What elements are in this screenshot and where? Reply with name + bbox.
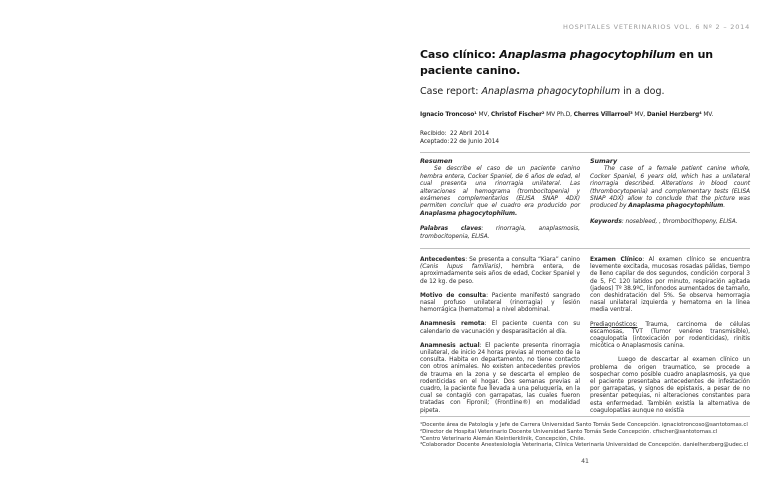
antecedentes-label: Antecedentes — [420, 257, 466, 263]
accepted-date-row — [420, 139, 499, 147]
abstract-es-body — [420, 166, 580, 218]
author-name: Christof Fischer² — [490, 112, 545, 118]
footnote: ³Centro Veterinario Alemán Kleintierklinik, Concepción, Chile. — [420, 435, 586, 442]
prediagnosticos-label: Prediagnósticos: — [590, 321, 638, 328]
anamnesis-actual-label: Anamnesis actual — [420, 342, 480, 349]
received-date-row — [420, 131, 499, 139]
antecedentes-text: : Se presenta a consulta “Kiara” canino — [465, 257, 580, 263]
section-discusion — [590, 357, 750, 415]
abstract-section — [420, 158, 750, 241]
section-motivo-consulta — [420, 293, 580, 315]
article-container — [420, 0, 750, 500]
footnote: ¹Docente área de Patología y Jefe de Carrera Universidad Santo Tomás Sede Concepción. ignaciotroncoso@santotomas.cl — [420, 422, 748, 428]
author-degree: MV. — [701, 112, 714, 118]
discusion-text: Luego de descartar al examen clínico un problema de origen traumatico, se procede a sospechar como posible cuadro anaplasmosis, ya que el paciente presentaba antecedentes de infestación por garrapatas, y signos de epistaxis, a pesar de no presentar petequias, ni alteraciones constantes para esta enfermedad. También existía la alternativa de coagulopatías aunque no existía — [590, 357, 750, 414]
divider-above-abstract — [420, 152, 750, 153]
author-footnotes — [420, 422, 750, 449]
received-value: 22 Abril 2014 — [450, 131, 490, 137]
page-number: 41 — [581, 458, 589, 465]
body-left-column — [420, 257, 580, 415]
keywords-en-label: Keywords — [590, 218, 622, 225]
examen-label: Examen Clínico — [590, 257, 643, 263]
keywords-en — [590, 219, 750, 226]
abstract-en-body — [590, 166, 750, 210]
keywords-es-label: Palabras claves — [420, 226, 482, 233]
abstract-es-pathogen-name: Anaplasma phagocytophilum. — [420, 210, 518, 217]
footnote: ⁴Colaborador Docente Anestesiología Veterinaria, Clínica Veterinaria Universidad de Concepción. danielherzberg@udec.cl — [420, 442, 749, 449]
anamnesis-remota-label: Anamnesis remota — [420, 321, 485, 328]
abstract-en-text: The case of a female patient canine whole, Cocker Spaniel, 6 years old, which has a unilateral rinorragia described. Alterations in blood count (thrombocytopenia) and complementary tests (ELISA SNAP 4DX) allow to conclude that the picture was produced by — [590, 166, 750, 210]
abstract-en-tail: . — [723, 203, 726, 210]
abstract-es-text: Se describe el caso de un paciente canino hembra entera, Cocker Spaniel, de 6 años de edad, el cual presenta una rinorragia unilateral. Las alteraciones al hemograma (trombocitopenia) y exámenes complementarios (ELISA SNAP 4DX) permiten concluir que el cuadro era producido por — [420, 166, 580, 210]
title-species-name: Anaplasma phagocytophilum — [499, 48, 676, 61]
keywords-es-list: : rinorragia, anaplasmosis, trombocitopenia, ELISA. — [420, 226, 581, 240]
author-degree: MV, — [632, 112, 647, 118]
author-name: Daniel Herzberg⁴ — [646, 112, 702, 118]
accepted-value: 22 de Junio 2014 — [450, 138, 500, 145]
case-body — [420, 257, 750, 415]
divider-above-footnotes — [420, 416, 750, 417]
motivo-text: : Paciente manifestó sangrado nasal profuso unilateral (rinorragia) y lesión hemorrágica (hematoma) a nivel abdominal. — [420, 292, 581, 314]
author-name: Ignacio Troncoso¹ — [420, 112, 477, 118]
subtitle-suffix: in a dog. — [620, 86, 665, 97]
abstract-en-pathogen-name: Anaplasma phagocytophilum — [628, 203, 724, 210]
footnote: ²Director de Hospital Veterinario Docente Universidad Santo Tomás Sede Concepción. cfischer@santotomas.cl — [420, 428, 718, 435]
abstract-en-heading: Sumary — [590, 157, 618, 165]
divider-above-body — [420, 248, 750, 249]
article-subtitle-english — [420, 86, 750, 98]
prediagnosticos-text: Trauma, carcinoma de células escamosas, TVT (Tumor venéreo transmisible), coagulopatía (intoxicación por rodenticidas), rinitis micótica o Anaplasmosis canina. — [590, 321, 750, 350]
motivo-label: Motivo de consulta — [420, 292, 487, 299]
subtitle-species-name: Anaplasma phagocytophilum — [481, 86, 621, 97]
title-prefix: Caso clínico: — [420, 48, 500, 61]
author-line — [420, 112, 760, 118]
subtitle-prefix: Case report: — [420, 86, 482, 97]
article-title — [420, 47, 750, 78]
abstract-english-column — [590, 158, 750, 241]
abstract-spanish-column — [420, 158, 580, 241]
section-prediagnosticos — [590, 322, 750, 351]
body-right-column — [590, 257, 750, 415]
author-name: Cherres Villarroel³ — [573, 112, 633, 118]
anamnesis-actual-text: : El paciente presenta rinorragia unilateral, de inicio 24 horas previas al momento de la consulta. Habita en departamento, no tiene contacto con otros animales. No existen antecedentes previos de trauma en la zona y se descarta el empleo de rodenticidas en el hogar. Dos semanas previas al cuadro, la paciente fue llevada a una peluquería, en la cual se contagió con garrapatas, las cuales fueron tratadas con Fipronil; (Frontline®) en modalidad pipeta. — [420, 342, 580, 414]
section-examen-clinico — [590, 257, 750, 315]
latin-species-name: (Canis lupus familiaris) — [420, 264, 501, 271]
antecedentes-text-cont: , hembra entera, de aproximadamente seis años de edad, Cocker Spaniel y de 12 kg. de peso. — [420, 264, 580, 285]
section-anamnesis-remota — [420, 321, 580, 335]
submission-dates — [420, 131, 499, 146]
author-degree: MV Ph.D, — [544, 112, 574, 118]
journal-header: HOSPITALES VETERINARIOS VOL. 6 Nº 2 – 2014 — [563, 23, 750, 31]
accepted-label: Aceptado: — [420, 138, 450, 145]
abstract-es-heading: Resumen — [420, 157, 453, 165]
received-label: Recibido: — [420, 131, 447, 137]
keywords-en-list: : nosebleed, , thrombocithopeny, ELISA. — [621, 218, 738, 225]
title-suffix: en un paciente canino. — [420, 48, 713, 77]
section-anamnesis-actual — [420, 343, 580, 415]
section-antecedentes — [420, 257, 580, 286]
anamnesis-remota-text: : El paciente cuenta con su calendario de vacunación y desparasitación al día. — [420, 321, 580, 335]
keywords-es — [420, 226, 580, 241]
examen-text: : Al examen clínico se encuentra levemente excitada, mucosas rosadas pálidas, tiempo de lleno capilar de dos segundos, condición corporal 3 de 5, FC 120 latidos por minuto, respiración agitada (jadeos) Tº 38.9ºC, linfonodos aumentados de tamaño, con deshidratación del 5%. Se observa hemorragia nasal unilateral izquierda y hematoma en la línea media ventral. — [590, 257, 750, 314]
author-degree: MV, — [476, 112, 491, 118]
